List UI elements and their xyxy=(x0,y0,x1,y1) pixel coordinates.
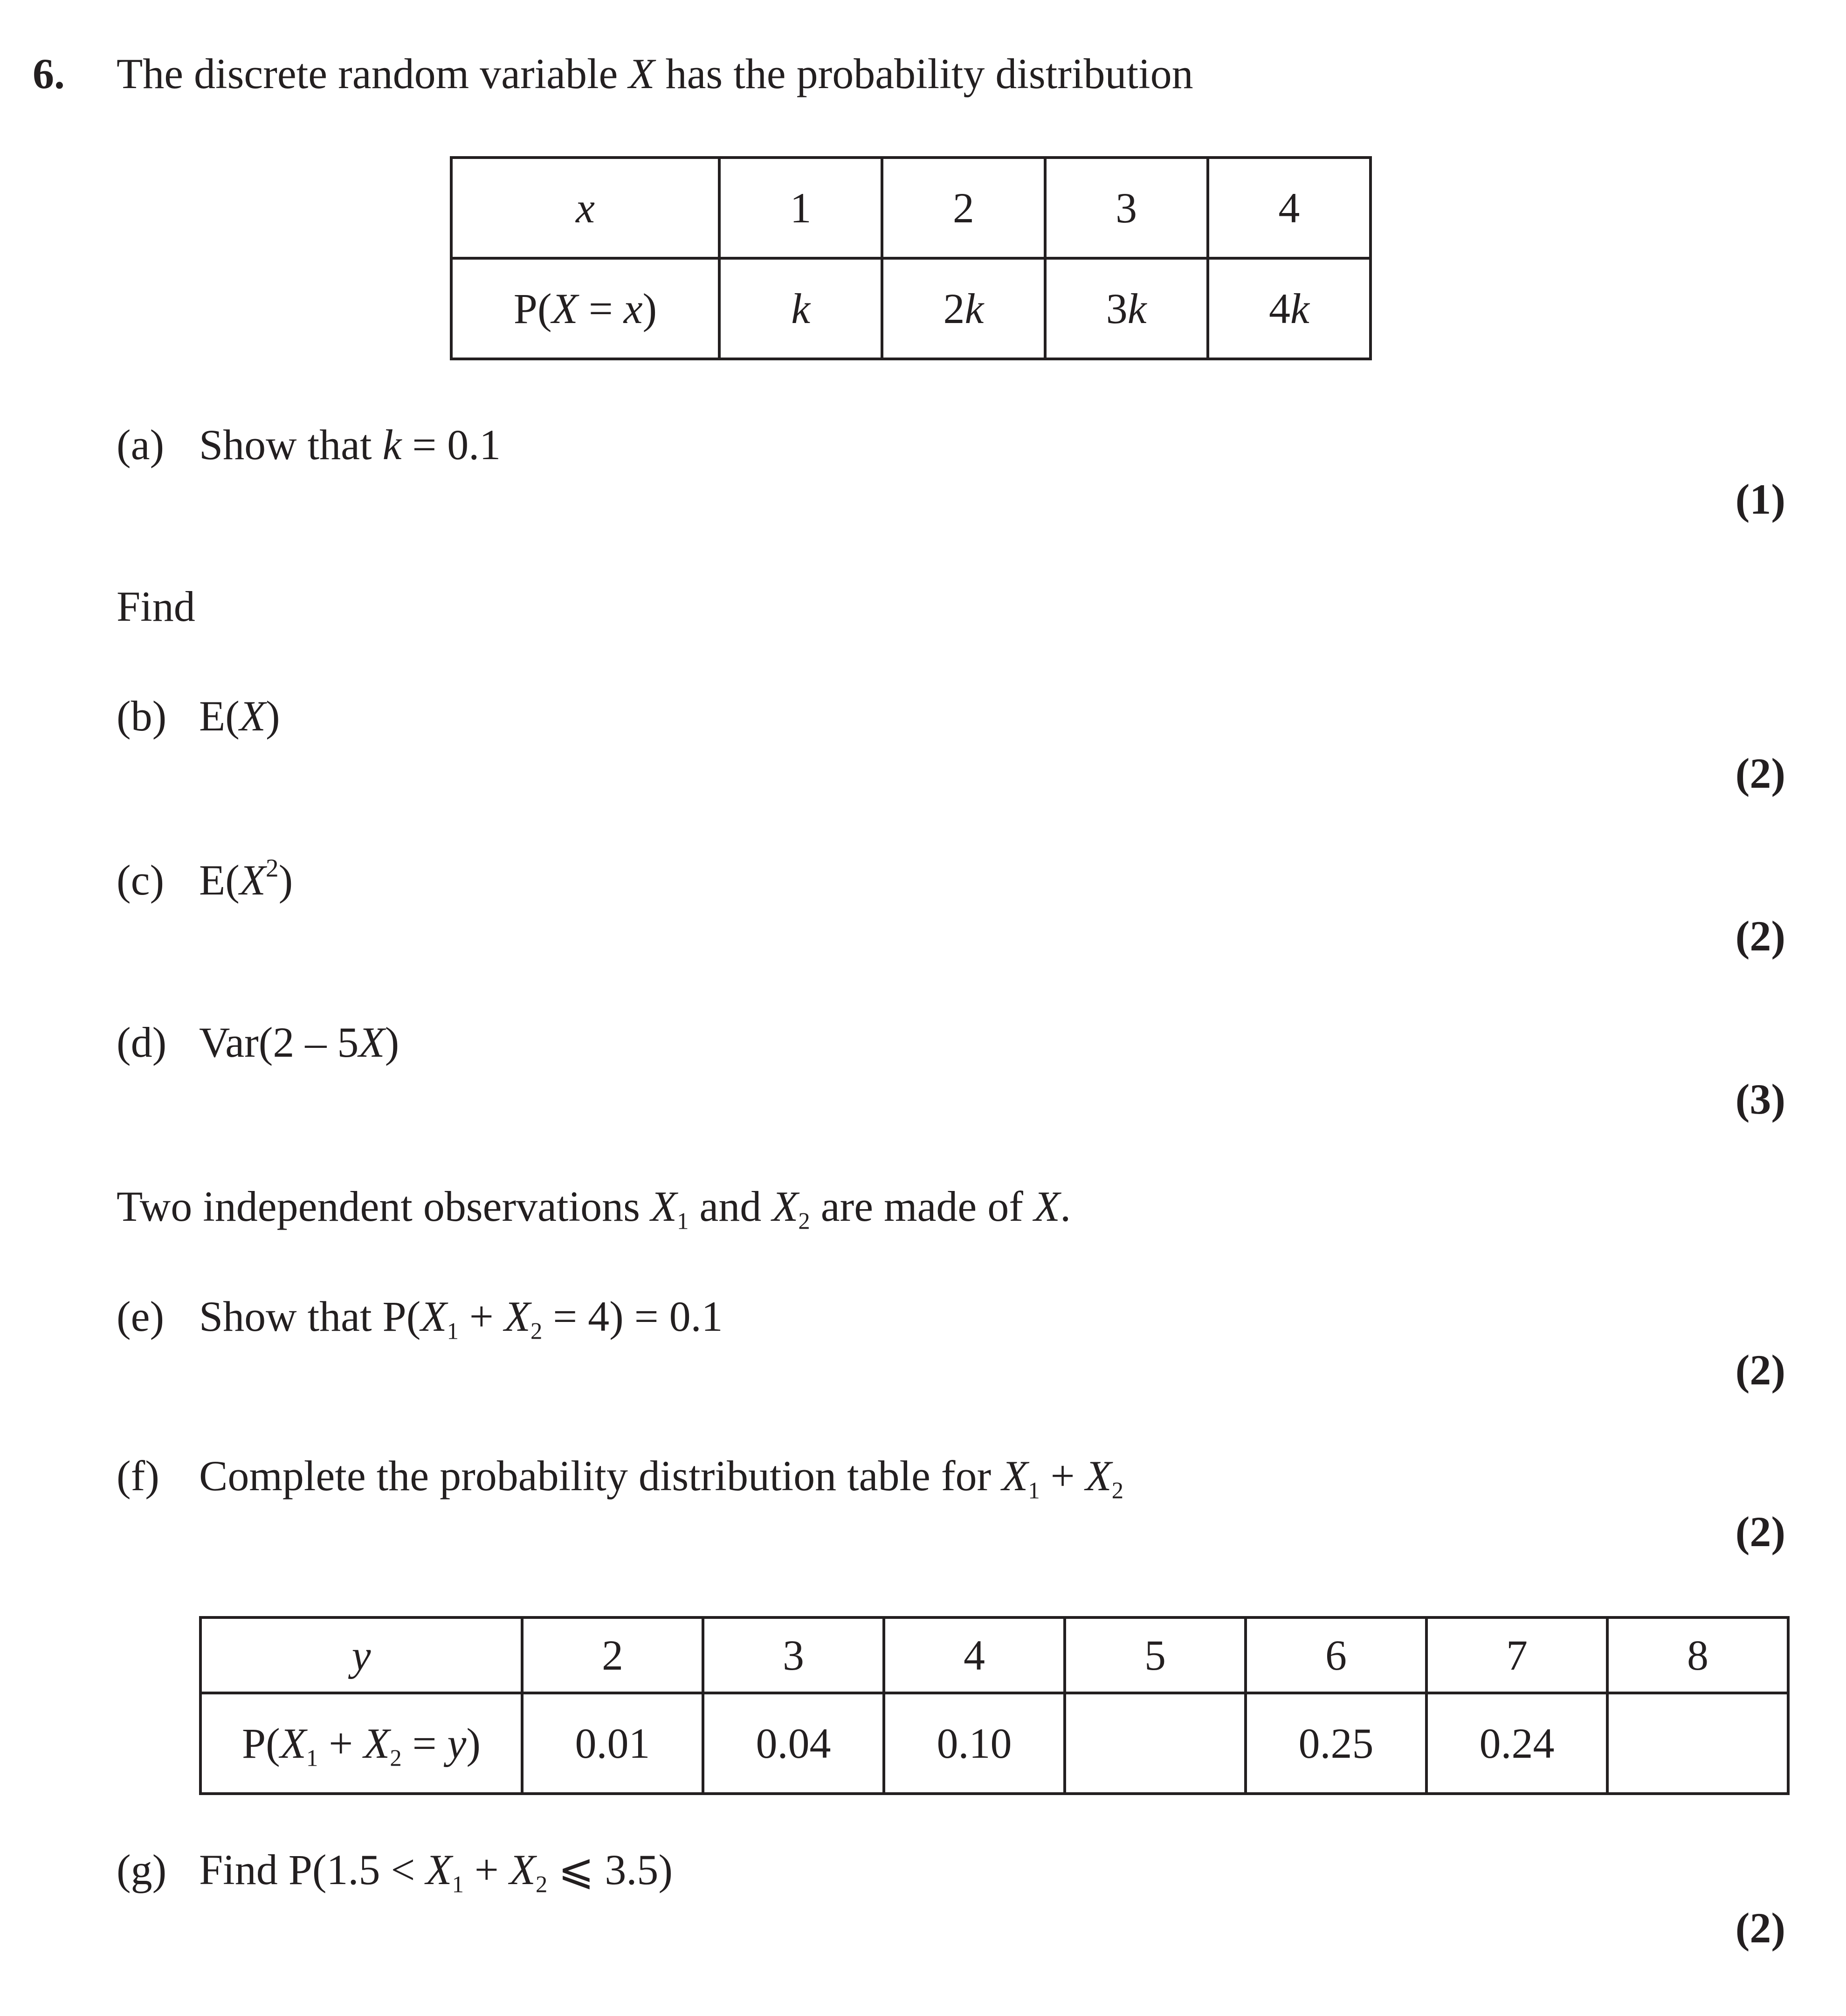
table-cell-prob: 3k xyxy=(1045,258,1208,359)
intro-end: has the probability distribution xyxy=(654,50,1193,97)
part-e-text: Show that $P(X_1 + X_2 = 4) = 0.1$ xyxy=(199,1293,723,1344)
question-intro xyxy=(117,52,1193,95)
distribution-table-sum xyxy=(199,1616,1790,1795)
part-e-marks: (2) xyxy=(1735,1346,1785,1394)
table-cell-prob: 4k xyxy=(1208,258,1371,359)
table-cell-y: 4 xyxy=(884,1617,1065,1693)
table-header-y: y xyxy=(200,1617,522,1693)
table-cell-prob: k xyxy=(719,258,882,359)
table-cell-sum-prob: 0.10 xyxy=(884,1693,1065,1794)
part-c-text: $E(X^2)$ xyxy=(199,853,293,904)
table-cell-x: 4 xyxy=(1208,158,1371,258)
part-a-label: (a) xyxy=(117,421,165,468)
table-row-sum-probabilities xyxy=(200,1693,1788,1794)
part-d-text: Var(2 – 5X) xyxy=(199,1018,400,1066)
table-cell-y: 6 xyxy=(1246,1617,1426,1693)
part-f-label: (f) xyxy=(117,1452,159,1500)
table-row-probabilities xyxy=(451,258,1371,359)
part-d-marks: (3) xyxy=(1735,1075,1785,1123)
table-cell-y: 3 xyxy=(703,1617,884,1693)
table-cell-x: 1 xyxy=(719,158,882,258)
part-c-label: (c) xyxy=(117,856,165,904)
part-g-marks: (2) xyxy=(1735,1904,1785,1952)
part-c-marks: (2) xyxy=(1735,912,1785,960)
table-row-x-values xyxy=(451,158,1371,258)
table-cell-y: 5 xyxy=(1065,1617,1246,1693)
table-cell-sum-prob: 0.24 xyxy=(1426,1693,1607,1794)
distribution-table-x xyxy=(450,156,1372,360)
part-f-marks: (2) xyxy=(1735,1508,1785,1555)
table-cell-y: 2 xyxy=(522,1617,703,1693)
table-cell-prob: 2k xyxy=(882,258,1045,359)
part-d-label: (d) xyxy=(117,1018,167,1066)
table-cell-sum-prob-blank[interactable] xyxy=(1065,1693,1246,1794)
observations-text: Two independent observations $X_1$ and $X_2$ are made of X. xyxy=(117,1183,1071,1234)
part-g-label: (g) xyxy=(117,1846,167,1893)
table-row-y-values xyxy=(200,1617,1788,1693)
table-cell-sum-prob-blank[interactable] xyxy=(1607,1693,1788,1794)
table-header-prob: P(X = x) xyxy=(451,258,719,359)
part-a-marks: (1) xyxy=(1735,475,1785,523)
intro-start: The discrete random variable xyxy=(117,50,629,97)
part-a-text: Show that k = 0.1 xyxy=(199,421,501,468)
part-g-text: Find $P(1.5 < X_1 + X_2$ ⩽ 3.5) xyxy=(199,1846,673,1898)
table-cell-sum-prob: 0.04 xyxy=(703,1693,884,1794)
table-cell-sum-prob: 0.01 xyxy=(522,1693,703,1794)
table-cell-x: 2 xyxy=(882,158,1045,258)
part-e-label: (e) xyxy=(117,1293,165,1340)
part-b-label: (b) xyxy=(117,692,167,740)
table-cell-x: 3 xyxy=(1045,158,1208,258)
table-cell-y: 8 xyxy=(1607,1617,1788,1693)
table-cell-y: 7 xyxy=(1426,1617,1607,1693)
find-heading: Find xyxy=(117,583,195,630)
table-cell-sum-prob: 0.25 xyxy=(1246,1693,1426,1794)
intro-var: X xyxy=(628,50,655,97)
question-number: 6. xyxy=(33,50,65,97)
part-b-marks: (2) xyxy=(1735,750,1785,797)
table-header-x: x xyxy=(451,158,719,258)
part-f-text: Complete the probability distribution table for $X_1 + X_2$ xyxy=(199,1452,1124,1504)
part-b-text: E(X) xyxy=(199,692,280,740)
table-header-sum-prob: $P(X_1 + X_2 = y)$ xyxy=(200,1693,522,1794)
